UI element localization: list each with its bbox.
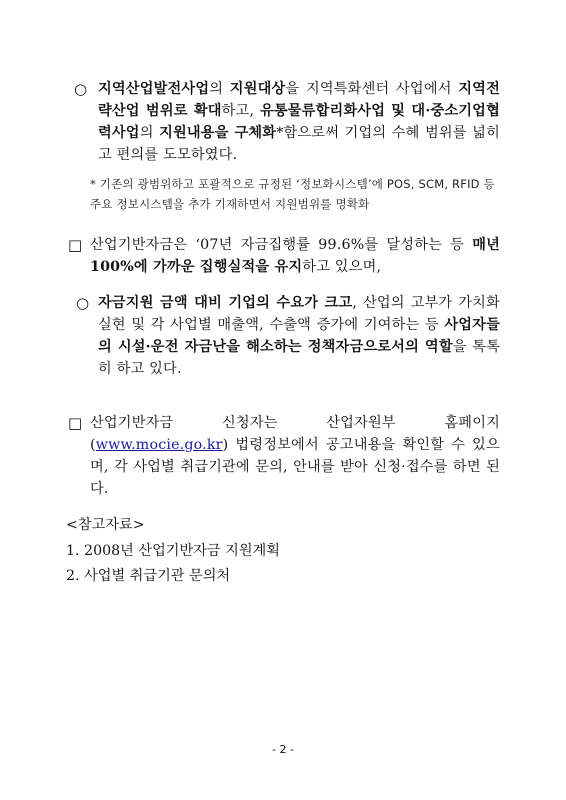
application-text-1: 산업기반자금 신청자는 산업자원부 홈페이지 ( bbox=[90, 415, 500, 453]
section1-text-run: 하고, bbox=[221, 103, 260, 119]
application-text-2: ) 법령정보에서 공고내용을 확인할 수 있으며, 각 사업별 취급기관에 문의, 안내를 받아 신청·접수를 하면 된다. bbox=[90, 437, 500, 497]
section1-text-run: 유통물류합리화사업 및 대·중소기업협력사업 bbox=[98, 103, 500, 141]
footnote-info-system: * 기존의 광범위하고 포괄적으로 규정된 ‘정보화시스템’에 POS, SCM, RFID 등 주요 정보시스템을 추가 기재하면서 지원범위를 명확화 bbox=[90, 177, 495, 211]
square-bullet-1: □ bbox=[68, 236, 83, 254]
section3-text-run: 을 톡톡히 하고 있다. bbox=[98, 339, 500, 377]
section1-text-run: 을 지역특화센터 사업에서 bbox=[285, 81, 459, 97]
circle-bullet-2: ○ bbox=[76, 294, 90, 312]
paragraph-regional-industry bbox=[98, 78, 500, 166]
page-number: - 2 - bbox=[272, 743, 294, 756]
section2-text-run: 하고 있으며, bbox=[302, 259, 382, 275]
reference-item-2: 2. 사업별 취급기관 문의처 bbox=[66, 568, 231, 584]
section3-text-run: , 산업의 고부가 가치화 실현 및 각 사업별 매출액, 수출액 증가에 기여하는 등 bbox=[98, 295, 500, 333]
section3-text-run: 자금지원 금액 대비 기업의 수요가 크고 bbox=[98, 295, 353, 311]
section1-text-run: 의 bbox=[209, 81, 230, 97]
section1-text-run: 지역산업발전사업 bbox=[98, 81, 210, 97]
section1-text-run: 지역전략산업 범위로 확대 bbox=[98, 81, 500, 119]
section2-text-run: 매년 100%에 가까운 집행실적을 유지 bbox=[90, 237, 500, 275]
paragraph-application-guide bbox=[90, 412, 500, 500]
square-bullet-2: □ bbox=[68, 414, 83, 432]
paragraph-execution-rate bbox=[90, 234, 500, 278]
section1-text-run: 지원내용을 구체화 bbox=[159, 125, 277, 141]
circle-bullet-1: ○ bbox=[74, 80, 88, 98]
section3-text-run: 사업자들의 시설·운전 자금난을 해소하는 정책자금으로서의 역할 bbox=[98, 317, 500, 355]
section1-text-run: 의 bbox=[139, 125, 160, 141]
ministry-homepage-link[interactable]: www.mocie.go.kr bbox=[95, 437, 223, 453]
references-heading: <참고자료> bbox=[66, 517, 145, 533]
section2-text-run: 산업기반자금은 ‘07년 자금집행률 99.6%를 달성하는 등 bbox=[90, 237, 473, 253]
paragraph-policy-fund-role bbox=[98, 292, 500, 380]
section1-text-run: *함으로써 기업의 수혜 범위를 넓히고 편의를 도모하였다. bbox=[98, 125, 500, 163]
reference-item-1: 1. 2008년 산업기반자금 지원계획 bbox=[66, 543, 280, 559]
section1-text-run: 지원대상 bbox=[229, 81, 286, 97]
